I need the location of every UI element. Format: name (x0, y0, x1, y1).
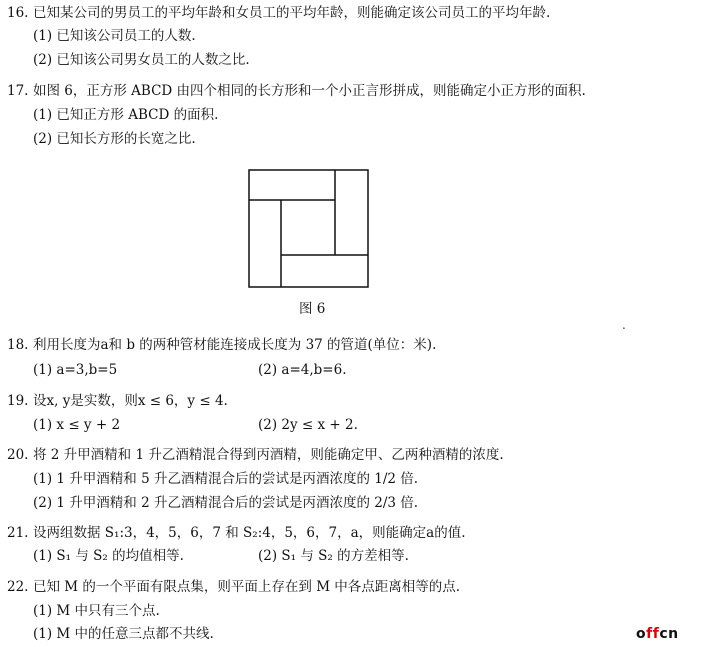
question-number: 21. (7, 525, 29, 541)
question-number: 20. (7, 447, 29, 463)
question-17-option-1: (1) 已知正方形 ABCD 的面积. (33, 107, 219, 123)
question-22-option-2: (1) M 中的任意三点都不共线. (33, 626, 214, 642)
question-17-text: 如图 6，正方形 ABCD 由四个相同的长方形和一个小正言形拼成，则能确定小正方形的面积. (33, 83, 586, 99)
question-21-text: 设两组数据 S₁:3，4，5，6，7 和 S₂:4，5，6，7，a，则能确定a的值. (33, 525, 466, 541)
watermark-o: o (636, 626, 647, 642)
question-number: 16. (7, 5, 29, 21)
question-16-text: 已知某公司的男员工的平均年龄和女员工的平均年龄，则能确定该公司员工的平均年龄. (33, 5, 551, 21)
question-number: 19. (7, 393, 29, 409)
question-number: 18. (7, 337, 29, 353)
question-21-option-2: (2) S₁ 与 S₂ 的方差相等. (258, 548, 409, 564)
figure-caption: 图 6 (299, 301, 326, 317)
question-17-option-2: (2) 已知长方形的长宽之比. (33, 131, 196, 147)
question-22-text: 已知 M 的一个平面有限点集，则平面上存在到 M 中各点距离相等的点. (33, 579, 461, 595)
question-number: 17. (7, 83, 29, 99)
figure-6-diagram (248, 169, 370, 289)
question-16-option-1: (1) 已知该公司员工的人数. (33, 28, 196, 44)
watermark-ff: ff (646, 626, 660, 642)
question-18-option-2: (2) a=4,b=6. (258, 362, 347, 378)
question-22-option-1: (1) M 中只有三个点. (33, 603, 160, 619)
offcn-watermark (636, 626, 679, 642)
watermark-cn: cn (659, 626, 679, 642)
stray-mark: . (622, 318, 626, 332)
question-20-text: 将 2 升甲酒精和 1 升乙酒精混合得到丙酒精，则能确定甲、乙两种酒精的浓度. (33, 447, 504, 463)
question-number: 22. (7, 579, 29, 595)
question-20-option-2: (2) 1 升甲酒精和 2 升乙酒精混合后的尝试是丙酒浓度的 2/3 倍. (33, 495, 419, 511)
question-16-option-2: (2) 已知该公司男女员工的人数之比. (33, 52, 250, 68)
question-19-option-2: (2) 2y ≤ x + 2. (258, 417, 358, 433)
question-21-option-1: (1) S₁ 与 S₂ 的均值相等. (33, 548, 184, 564)
question-18-text: 利用长度为a和 b 的两种管材能连接成长度为 37 的管道(单位：米). (33, 337, 437, 353)
question-18-option-1: (1) a=3,b=5 (33, 362, 118, 378)
question-19-text: 设x, y是实数，则x ≤ 6，y ≤ 4. (33, 393, 228, 409)
question-20-option-1: (1) 1 升甲酒精和 5 升乙酒精混合后的尝试是丙酒浓度的 1/2 倍. (33, 471, 419, 487)
outer-square (249, 170, 368, 287)
question-19-option-1: (1) x ≤ y + 2 (33, 417, 121, 433)
